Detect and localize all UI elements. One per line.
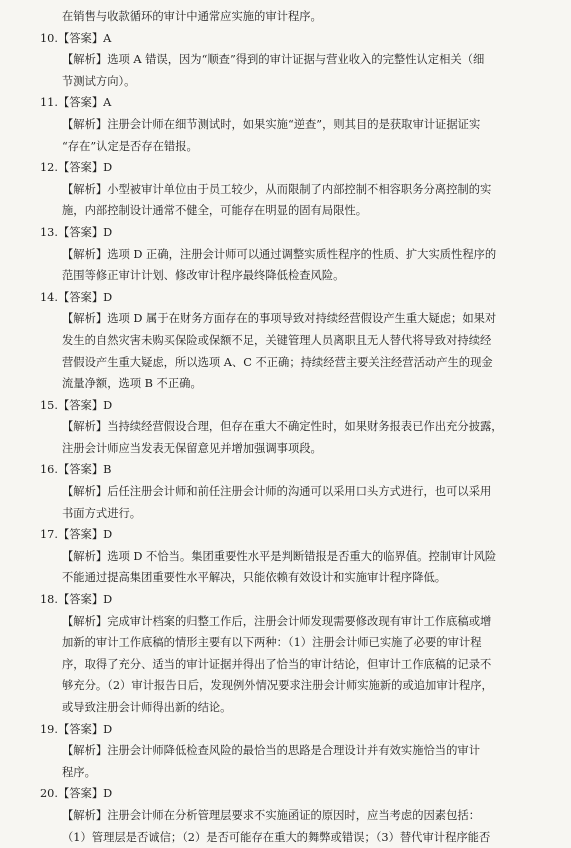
answer-line: 14.【答案】D bbox=[40, 290, 113, 304]
text-line: 流量净额，选项 B 不正确。 bbox=[62, 377, 202, 391]
text-line: 序，取得了充分、适当的审计证据并得出了恰当的审计结论，但审计工作底稿的记录不 bbox=[62, 657, 492, 671]
explanation-line: 【解析】当持续经营假设合理，但存在重大不确定性时，如果财务报表已作出充分披露， bbox=[62, 420, 503, 434]
answer-line: 20.【答案】D bbox=[40, 787, 113, 801]
text-line: 施，内部控制设计通常不健全，可能存在明显的固有局限性。 bbox=[62, 204, 368, 218]
text-line: 发生的自然灾害未购买保险或保额不足，关键管理人员离职且无人替代将导致对持续经 bbox=[62, 333, 492, 347]
text-line: “存在”认定是否存在错报。 bbox=[62, 139, 198, 153]
explanation-line: 【解析】选项 D 属于在财务方面存在的事项导致对持续经营假设产生重大疑虑；如果对 bbox=[62, 312, 497, 326]
text-line: 加新的审计工作底稿的情形主要有以下两种：（1）注册会计师已实施了必要的审计程 bbox=[62, 636, 482, 650]
explanation-line: 【解析】完成审计档案的归整工作后，注册会计师发现需要修改现有审计工作底稿或增 bbox=[62, 614, 492, 628]
text-line: 书面方式进行。 bbox=[62, 506, 142, 520]
text-line: （1）管理层是否诚信；（2）是否可能存在重大的舞弊或错误；（3）替代审计程序能否 bbox=[62, 830, 491, 844]
text-line: 注册会计师应当发表无保留意见并增加强调事项段。 bbox=[62, 441, 322, 455]
answer-line: 18.【答案】D bbox=[40, 593, 113, 607]
explanation-line: 【解析】后任注册会计师和前任注册会计师的沟通可以采用口头方式进行，也可以采用 bbox=[62, 485, 492, 499]
explanation-line: 【解析】注册会计师在细节测试时，如果实施“逆查”，则其目的是获取审计证据证实 bbox=[62, 117, 481, 131]
explanation-line: 【解析】注册会计师在分析管理层要求不实施函证的原因时，应当考虑的因素包括： bbox=[62, 808, 480, 822]
text-line: 不能通过提高集团重要性水平解决，只能依赖有效设计和实施审计程序降低。 bbox=[62, 571, 447, 585]
text-line: 范围等修正审计计划、修改审计程序最终降低检查风险。 bbox=[62, 269, 345, 283]
explanation-line: 【解析】选项 D 正确，注册会计师可以通过调整实质性程序的性质、扩大实质性程序的 bbox=[62, 247, 497, 261]
answer-line: 16.【答案】B bbox=[40, 463, 112, 477]
explanation-line: 【解析】注册会计师降低检查风险的最恰当的思路是合理设计并有效实施恰当的审计 bbox=[62, 744, 480, 758]
text-line: 够充分。（2）审计报告日后，发现例外情况要求注册会计师实施新的或追加审计程序， bbox=[62, 679, 493, 693]
answer-line: 10.【答案】A bbox=[40, 31, 112, 45]
explanation-line: 【解析】选项 A 错误，因为“顺查”得到的审计证据与营业收入的完整性认定相关（细 bbox=[62, 53, 485, 67]
text-line: 或导致注册会计师得出新的结论。 bbox=[62, 701, 232, 714]
explanation-line: 【解析】小型被审计单位由于员工较少，从而限制了内部控制不相容职务分离控制的实 bbox=[62, 182, 492, 196]
text-line: 在销售与收款循环的审计中通常应实施的审计程序。 bbox=[62, 10, 322, 23]
explanation-line: 【解析】选项 D 不恰当。集团重要性水平是判断错报是否重大的临界值。控制审计风险 bbox=[62, 549, 497, 563]
text-line: 营假设产生重大疑虑，所以选项 A、C 不正确；持续经营主要关注经营活动产生的现金 bbox=[62, 355, 493, 369]
answer-line: 12.【答案】D bbox=[40, 161, 113, 175]
answer-line: 19.【答案】D bbox=[40, 722, 113, 736]
answer-line: 13.【答案】D bbox=[40, 225, 113, 239]
text-line: 节测试方向）。 bbox=[62, 74, 136, 88]
answer-line: 11.【答案】A bbox=[40, 96, 112, 110]
answer-line: 17.【答案】D bbox=[40, 528, 113, 542]
text-line: 程序。 bbox=[62, 765, 96, 779]
answer-line: 15.【答案】D bbox=[40, 398, 113, 412]
